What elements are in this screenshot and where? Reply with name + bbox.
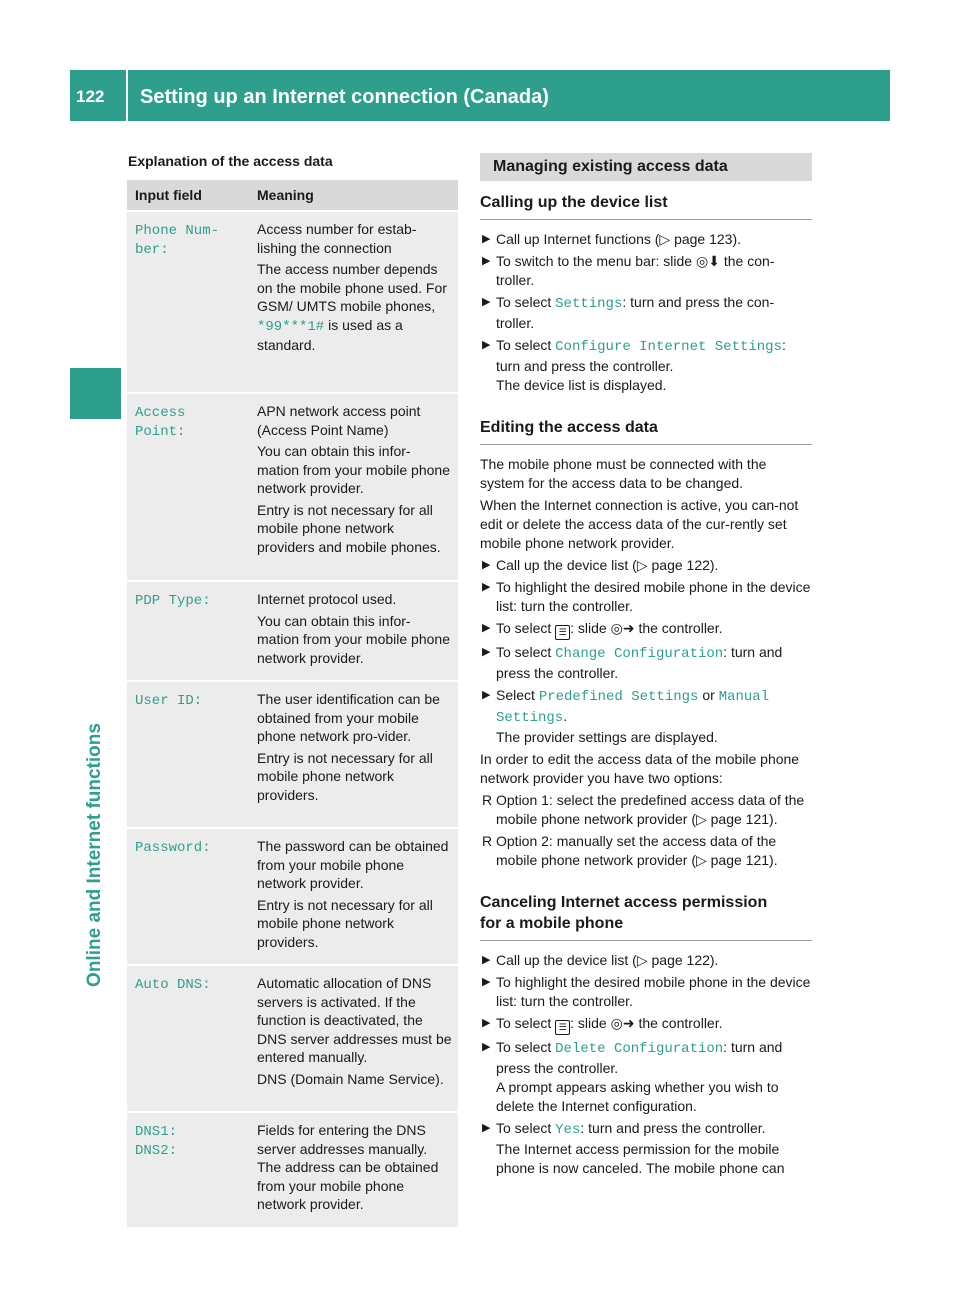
table-row (127, 965, 458, 1112)
table-row (127, 581, 458, 681)
field-label: DNS2: (135, 1143, 178, 1159)
meaning-cell (249, 965, 458, 1112)
instruction-step: ▶ To select Delete Configuration: turn and press the controller. A prompt appears asking whether you wish to delete the Internet configuration. (482, 1039, 783, 1114)
header-divider (126, 70, 128, 121)
field-cell (127, 581, 249, 681)
paragraph: When the Internet connection is active, you can-not edit or delete the access data of the cur-rently set mobile phone network provider. (480, 497, 799, 551)
meaning-text: Fields for entering the DNS server addresses manually. The address can be obtained from your mobile phone network provider. (257, 1122, 439, 1212)
triangle-right-icon: ▶ (482, 954, 491, 966)
meaning-text: You can obtain this infor-mation from your mobile phone network provider. (257, 443, 450, 496)
side-chapter-label: Online and Internet functions (84, 723, 105, 987)
meaning-text: The user identification can be obtained from your mobile phone network pro-vider. (257, 691, 440, 744)
meaning-text: DNS (Domain Name Service). (257, 1070, 444, 1087)
field-label: Password: (135, 840, 211, 856)
field-label: Auto DNS: (135, 977, 211, 993)
access-number-code: *99***1# (257, 318, 325, 335)
phone-settings-icon: ☰ (555, 625, 570, 640)
paragraph: The mobile phone must be connected with the system for the access data to be changed. (480, 456, 767, 491)
paragraph: In order to edit the access data of the mobile phone network provider you have two options: (480, 751, 800, 786)
meaning-text: Internet protocol used. (257, 591, 397, 607)
meaning-cell (249, 581, 458, 681)
meaning-cell (249, 1112, 458, 1227)
meaning-cell (249, 211, 458, 393)
field-label: User ID: (135, 693, 203, 709)
triangle-right-icon: ▶ (482, 1017, 491, 1029)
instruction-step: ▶ To select Configure Internet Settings: turn and press the controller. The device list is displayed. (482, 337, 786, 393)
subheading-editing: Editing the access data (480, 417, 812, 445)
triangle-right-icon: ▶ (482, 255, 491, 267)
field-cell (127, 393, 249, 581)
bullet-r-icon: R (482, 833, 493, 849)
triangle-right-icon: ▶ (482, 622, 491, 634)
field-cell (127, 1112, 249, 1227)
field-cell (127, 828, 249, 965)
meaning-text: The access number depends on the mobile phone used. For GSM/ UMTS mobile phones, *99***1# is used as a standard. (257, 261, 447, 353)
meaning-text: The password can be obtained from your mobile phone network provider. (257, 838, 449, 891)
option-bullet: R Option 2: manually set the access data of the mobile phone network provider (▷ page 121). (482, 833, 778, 868)
field-label: DNS1: (135, 1124, 178, 1140)
field-cell (127, 211, 249, 393)
meaning-cell (249, 681, 458, 828)
triangle-right-icon: ▶ (482, 233, 491, 245)
instruction-step: ▶ To select Yes: turn and press the controller. The Internet access permission for the mobile phone is now canceled. The mobile phone can (482, 1120, 785, 1176)
triangle-right-icon: ▶ (482, 689, 491, 701)
right-column (480, 153, 812, 1178)
section-heading: Managing existing access data (480, 153, 812, 181)
access-data-table (127, 180, 458, 1227)
field-label: PDP Type: (135, 593, 211, 609)
meaning-text: You can obtain this infor-mation from your mobile phone network provider. (257, 612, 450, 666)
table-row (127, 1112, 458, 1227)
option-bullet: R Option 1: select the predefined access data of the mobile phone network provider (▷ page 121). (482, 792, 805, 827)
field-cell (127, 681, 249, 828)
column-header-input-field: Input field (127, 180, 249, 211)
field-label: Phone Num‐ (135, 223, 220, 239)
triangle-right-icon: ▶ (482, 559, 491, 571)
field-cell (127, 965, 249, 1112)
page-title: Setting up an Internet connection (Canada) (140, 86, 549, 108)
controller-slide-down-icon: ◎⬇ (696, 253, 720, 269)
field-label: Point: (135, 424, 186, 440)
triangle-right-icon: ▶ (482, 976, 491, 988)
instruction-step: ▶ To select Settings: turn and press the con-troller. (482, 294, 775, 331)
triangle-right-icon: ▶ (482, 296, 491, 308)
field-label: Access (135, 405, 186, 421)
subheading-device-list: Calling up the device list (480, 192, 812, 220)
meaning-text: Entry is not necessary for all mobile phone network providers. (257, 896, 433, 950)
meaning-text: Access number for estab-lishing the connection (257, 221, 417, 256)
subheading-canceling: Canceling Internet access permission for a mobile phone (480, 892, 812, 941)
controller-slide-right-icon: ◎➜ (610, 1015, 635, 1031)
triangle-right-icon: ▶ (482, 581, 491, 593)
controller-slide-right-icon: ◎➜ (610, 620, 635, 636)
meaning-text: Automatic allocation of DNS servers is activated. If the function is deactivated, the DNS server addresses must be entered manually. (257, 975, 452, 1065)
page-number: 122 (76, 87, 105, 106)
field-label: ber: (135, 242, 169, 258)
table-row (127, 393, 458, 581)
triangle-right-icon: ▶ (482, 1122, 491, 1134)
table-row (127, 828, 458, 965)
meaning-cell (249, 393, 458, 581)
table-row (127, 681, 458, 828)
instruction-step: ▶ To select Change Configuration: turn and press the controller. (482, 644, 783, 681)
meaning-cell (249, 828, 458, 965)
triangle-right-icon: ▶ (482, 1041, 491, 1053)
side-tab-marker (70, 368, 121, 419)
bullet-r-icon: R (482, 792, 493, 808)
instruction-step: ▶ Select Predefined Settings or Manual Settings. The provider settings are displayed. (482, 687, 770, 745)
instruction-step: ▶ To highlight the desired mobile phone in the device list: turn the controller. (482, 974, 811, 1009)
table-row (127, 211, 458, 393)
column-header-meaning: Meaning (249, 180, 458, 211)
phone-settings-icon: ☰ (555, 1020, 570, 1035)
table-header-row (127, 180, 458, 211)
instruction-step: ▶ Call up Internet functions (▷ page 123). (482, 231, 742, 247)
meaning-text: Entry is not necessary for all mobile phone network providers and mobile phones. (257, 501, 441, 555)
triangle-right-icon: ▶ (482, 339, 491, 351)
instruction-step: ▶ To highlight the desired mobile phone in the device list: turn the controller. (482, 579, 811, 614)
triangle-right-icon: ▶ (482, 646, 491, 658)
meaning-text: APN network access point (Access Point Name) (257, 403, 421, 438)
meaning-text: Entry is not necessary for all mobile phone network providers. (257, 749, 433, 803)
instruction-step: ▶ To switch to the menu bar: slide ◎⬇ the con-troller. (482, 253, 775, 288)
instruction-step: ▶ Call up the device list (▷ page 122). (482, 952, 719, 968)
instruction-step: ▶ Call up the device list (▷ page 122). (482, 557, 719, 573)
instruction-step: ▶ To select ☰ : slide ◎➜ the controller. (480, 619, 812, 640)
table-title: Explanation of the access data (128, 153, 333, 169)
instruction-step: ▶ To select ☰ : slide ◎➜ the controller. (480, 1014, 812, 1035)
